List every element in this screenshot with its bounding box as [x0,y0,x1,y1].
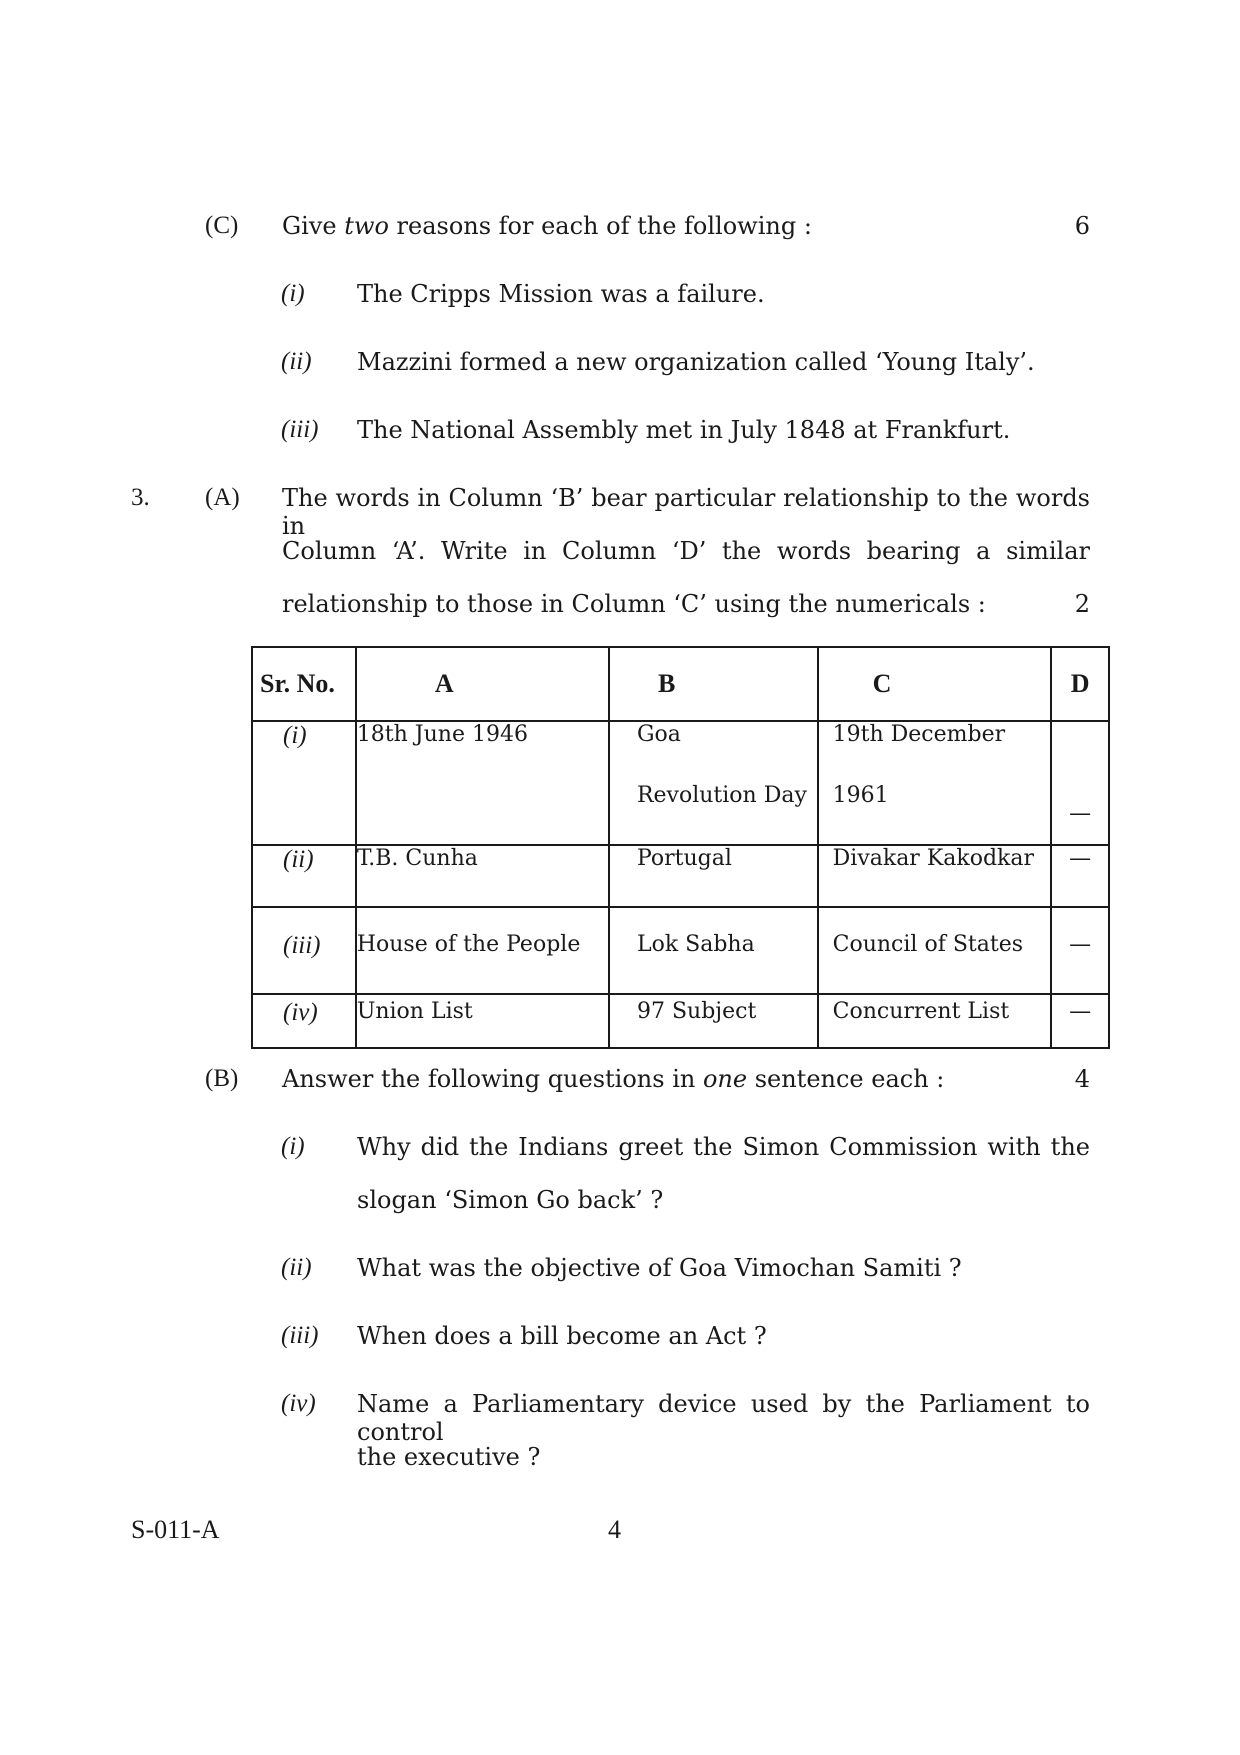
part-c-instruction: Give two reasons for each of the following : [282,212,812,240]
part-b-marks: 4 [1074,1065,1090,1093]
paper-code: S-011-A [131,1515,220,1544]
row-col-b: 97 Subject [636,999,757,1024]
table-row [252,907,1109,994]
row-col-c: Concurrent List [832,999,1010,1024]
row-col-c: 19th December [832,722,1006,747]
row-sr: (iv) [283,999,318,1026]
row-col-c-line-2: 1961 [832,783,889,808]
part-a-marks: 2 [1074,590,1090,618]
part-b-item-text: Name a Parliamentary device used by the Parliament to control [357,1390,1090,1446]
part-b-item-num: (iv) [281,1390,316,1417]
row-col-a: Union List [356,999,473,1024]
part-b-label: (B) [205,1065,239,1092]
part-b-instruction: Answer the following questions in one sentence each : [282,1065,945,1093]
row-col-a: House of the People [356,932,581,957]
part-b-item-text-line-2: the executive ? [357,1443,541,1471]
row-col-a: 18th June 1946 [356,722,528,747]
part-c-item-text: The Cripps Mission was a failure. [357,280,765,308]
part-a-label: (A) [205,484,240,511]
header-col-d: D [1051,647,1109,721]
part-c-marks: 6 [1074,212,1090,240]
row-col-d: — [1069,846,1092,871]
table-row [252,994,1109,1048]
table-row [252,721,1109,845]
row-sr: (i) [283,722,307,749]
row-col-d: — [1069,801,1092,826]
part-c-item-num: (ii) [281,348,312,375]
header-col-a: A [356,647,609,721]
row-col-b: Lok Sabha [636,932,755,957]
page-number: 4 [608,1515,621,1544]
match-table [251,646,1110,1049]
part-a-line-3: relationship to those in Column ‘C’ using the numericals : [282,590,986,618]
row-col-b: Portugal [636,846,732,871]
header-col-b: B [609,647,818,721]
row-col-d: — [1069,999,1092,1024]
header-sr-no: Sr. No. [252,647,356,721]
row-sr: (ii) [283,846,314,873]
table-header-row [252,647,1109,721]
header-col-c: C [818,647,1052,721]
row-col-c: Council of States [832,932,1024,957]
row-col-c: Divakar Kakodkar [832,846,1034,871]
row-col-d: — [1069,932,1092,957]
part-b-item-num: (i) [281,1133,305,1160]
part-c-item-num: (i) [281,280,305,307]
part-c-item-text: The National Assembly met in July 1848 at Frankfurt. [357,416,1011,444]
part-c-item-num: (iii) [281,416,319,443]
table-row [252,845,1109,907]
part-c-item-text: Mazzini formed a new organization called ‘Young Italy’. [357,348,1035,376]
part-b-item-num: (iii) [281,1322,319,1349]
part-c-label: (C) [205,212,239,239]
part-a-line-2: Column ‘A’. Write in Column ‘D’ the words bearing a similar [282,537,1090,565]
row-col-a: T.B. Cunha [356,846,478,871]
part-a-line-1: The words in Column ‘B’ bear particular relationship to the words in [282,484,1090,540]
question-number: 3. [131,484,150,511]
part-b-item-text-line-2: slogan ‘Simon Go back’ ? [357,1186,664,1214]
row-col-b-line-2: Revolution Day [636,783,807,808]
row-sr: (iii) [283,932,321,959]
part-b-item-text: What was the objective of Goa Vimochan Samiti ? [357,1254,962,1282]
part-b-item-text: When does a bill become an Act ? [357,1322,767,1350]
row-col-b: Goa [636,722,681,747]
part-b-item-num: (ii) [281,1254,312,1281]
part-b-item-text: Why did the Indians greet the Simon Commission with the [357,1133,1090,1161]
